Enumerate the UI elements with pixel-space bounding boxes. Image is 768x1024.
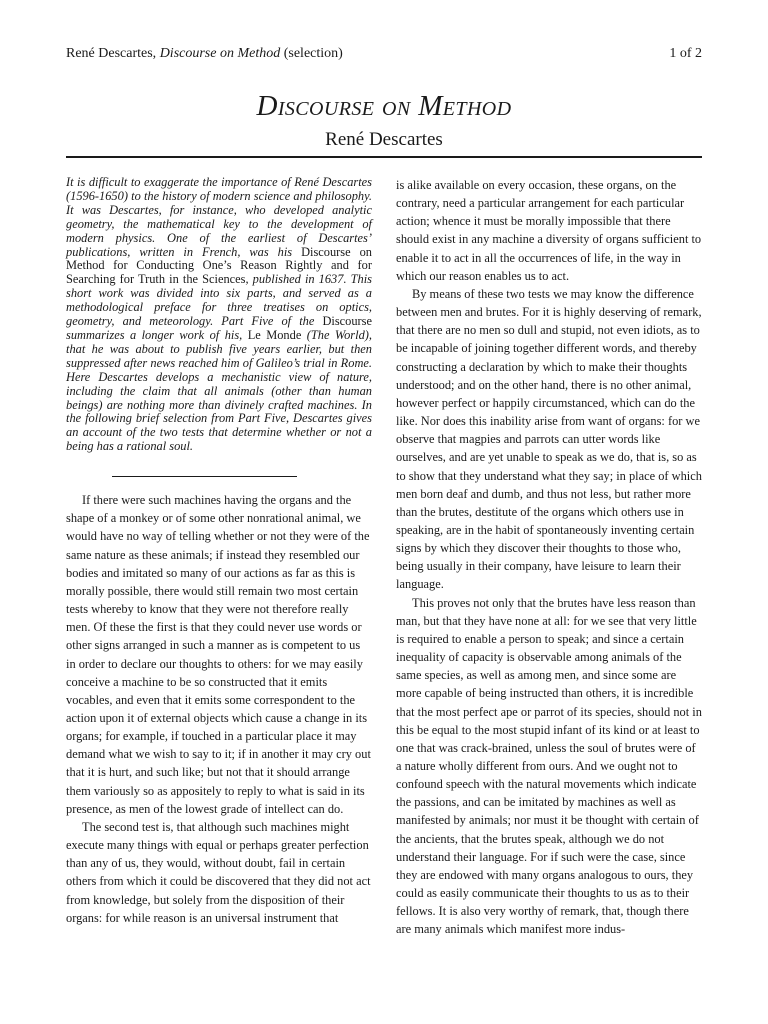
header-author: René Descartes, [66,46,160,61]
intro-title-run: Discourse on Method for Conducting One’s Reason Rightly and for Searching for Truth in the Sciences [66,244,372,287]
title-divider [66,156,702,158]
document-title [0,88,768,124]
intro-text-run: (The World), that he was about to publish five years earlier, but then suppressed after news reached him of Galileo’s trial in Rome. Here Descartes develops a mechanistic view of nature, including the claim that all animals (other than human beings) are nothing more than divinely crafted machines. In the following brief selection from Part Five, Descartes gives an account of the two tests that determine whether or not a being has a rational soul. [66,327,372,454]
body-paragraph: is alike available on every occasion, these organs, on the contrary, need a particular arrangement for each particular action; whence it must be morally impossible that there should exist in any machine a diversity of organs sufficient to enable it to act in all the occurrences of life, in the way in which our reason enables us to act. [396,178,702,283]
left-body-text [66,491,372,927]
left-column [66,176,372,927]
header-suffix: (selection) [280,46,343,61]
header-work-title: Discourse on Method [159,46,281,61]
right-column [396,176,702,939]
document-title-text: Discourse on Method [256,90,512,122]
body-paragraph: By means of these two tests we may know the difference between men and brutes. For it is highly deserving of remark, that there are no men so dull and stupid, not even idiots, as to be incapable of joining together different words, and thereby constructing a declaration by which to make their thoughts understood; and on the other hand, there is no other animal, however perfect or happily circumstanced, which can do the like. Nor does this inability arise from want of organs: for we observe that magpies and parrots can utter words like ourselves, and are yet unable to speak as we do, that is, so as to show that they understand what they say; in place of which men born deaf and dumb, and thus not less, but rather more than the brutes, destitute of the organs which others use in speaking, are in the habit of spontaneously inventing certain signs by which they discover their thoughts to those who, being usually in their company, have leisure to learn their language. [396,286,702,592]
body-paragraph: This proves not only that the brutes have less reason than man, but that they have none at all: for we see that very little is required to enable a person to speak; and since a certain inequality of capacity is observable among animals of the same species, as well as among men, and since some are more capable of being instructed than others, it is incredible that the most perfect ape or parrot of its species, should not in this be equal to the most stupid infant of its kind or at least to one that was crack-brained, unless the soul of brutes were of a nature wholly different from ours. And we ought not to confound speech with the natural movements which indicate the passions, and can be imitated by machines as well as manifested by animals; nor must it be thought with certain of the ancients, that the brutes speak, although we do not understand their language. For if such were the case, since they are endowed with many organs analogous to ours, they could as easily communicate their thoughts to us as to their fellows. It is also very worthy of remark, that, though there are many animals which manifest more indus- [396,595,702,937]
intro-text-run: , published in 1637. This short work was divided into six parts, and served as a methodological preface for three treatises on optics, geometry, and meteorology. Part Five of the [66,272,372,329]
intro-text-run: It is difficult to exaggerate the importance of René Descartes (1596-1650) to the history of modern science and philosophy. It was Descartes, for instance, who developed analytic geometry, the mathematical key to the development of modern physics. One of the earliest of Descartes’ publications, written in French, was his [66,175,372,259]
intro-title-run: Le Monde [247,327,302,342]
running-header [66,45,702,63]
body-paragraph: If there were such machines having the organs and the shape of a monkey or of some other nonrational animal, we would have no way of telling whether or not they were of the same nature as these animals; if instead they resembled our bodies and imitated so many of our actions as far as this is morally possible, there would still remain two most certain tests whereby to know that they were not therefore really men. Of these the first is that they could never use words or other signs arranged in such a manner as is competent to us in order to declare our thoughts to others: for we may easily conceive a machine to be so constructed that it emits vocables, and even that it emits some correspondent to the action upon it of external objects which cause a change in its organs; for example, if touched in a particular place it may demand what we wish to say to it; if in another it may cry out that it is hurt, and such like; but not that it should arrange them variously so as appositely to reply to what is said in its presence, as men of the lowest grade of intellect can do. [66,493,371,816]
section-divider [112,476,297,477]
page-number: 1 of 2 [669,46,702,61]
document-author: René Descartes [325,129,443,150]
intro-text-run: summarizes a longer work of his, [66,327,248,342]
body-paragraph: The second test is, that although such machines might execute many things with equal or perhaps greater perfection than any of us, they would, without doubt, fail in certain others from which it could be discovered that they did not act from knowledge, but solely from the disposition of their organs: for while reason is an universal instrument that [66,819,371,925]
intro-title-run: Discourse [322,314,372,329]
header-citation [66,45,343,63]
intro-paragraph [66,176,372,454]
right-body-text [396,176,702,939]
